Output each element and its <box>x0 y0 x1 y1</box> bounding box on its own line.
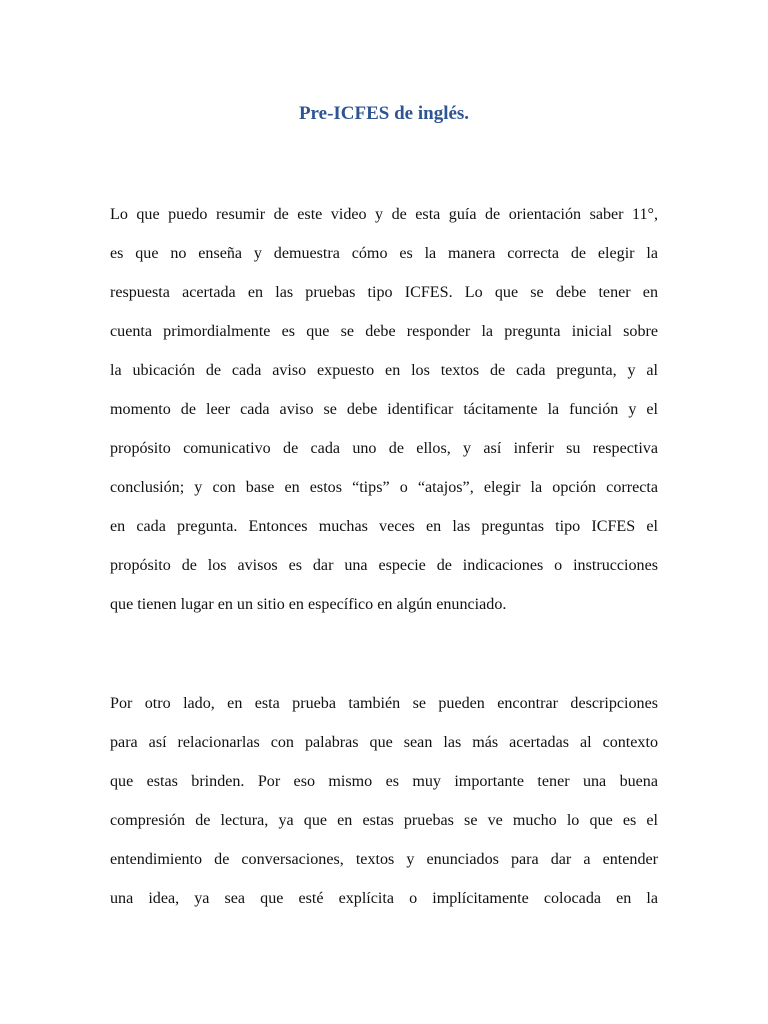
paragraph-2 <box>110 691 658 925</box>
paragraph-line: para así relacionarlas con palabras que sean las más acertadas al contexto <box>110 734 658 751</box>
paragraph-line: momento de leer cada aviso se debe identificar tácitamente la función y el <box>110 401 658 418</box>
document-title: Pre-ICFES de inglés. <box>298 103 470 124</box>
paragraph-line: compresión de lectura, ya que en estas pruebas se ve mucho lo que es el <box>110 812 658 829</box>
paragraph-line: Por otro lado, en esta prueba también se pueden encontrar descripciones <box>110 695 658 712</box>
paragraph-1 <box>110 202 658 631</box>
paragraph-line: respuesta acertada en las pruebas tipo ICFES. Lo que se debe tener en <box>110 284 658 301</box>
paragraph-line: en cada pregunta. Entonces muchas veces en las preguntas tipo ICFES el <box>110 518 658 535</box>
paragraph-line: que tienen lugar en un sitio en específico en algún enunciado. <box>110 596 507 613</box>
paragraph-line: propósito de los avisos es dar una especie de indicaciones o instrucciones <box>110 557 658 574</box>
paragraph-line: entendimiento de conversaciones, textos y enunciados para dar a entender <box>110 851 658 868</box>
paragraph-line: propósito comunicativo de cada uno de ellos, y así inferir su respectiva <box>110 440 658 457</box>
paragraph-line: la ubicación de cada aviso expuesto en los textos de cada pregunta, y al <box>110 362 658 379</box>
paragraph-line: que estas brinden. Por eso mismo es muy importante tener una buena <box>110 773 658 790</box>
paragraph-line: conclusión; y con base en estos “tips” o “atajos”, elegir la opción correcta <box>110 479 658 496</box>
paragraph-line: cuenta primordialmente es que se debe responder la pregunta inicial sobre <box>110 323 658 340</box>
paragraph-line: Lo que puedo resumir de este video y de esta guía de orientación saber 11°, <box>110 206 658 223</box>
paragraph-line: es que no enseña y demuestra cómo es la manera correcta de elegir la <box>110 245 658 262</box>
paragraph-line: una idea, ya sea que esté explícita o implícitamente colocada en la <box>110 890 658 907</box>
